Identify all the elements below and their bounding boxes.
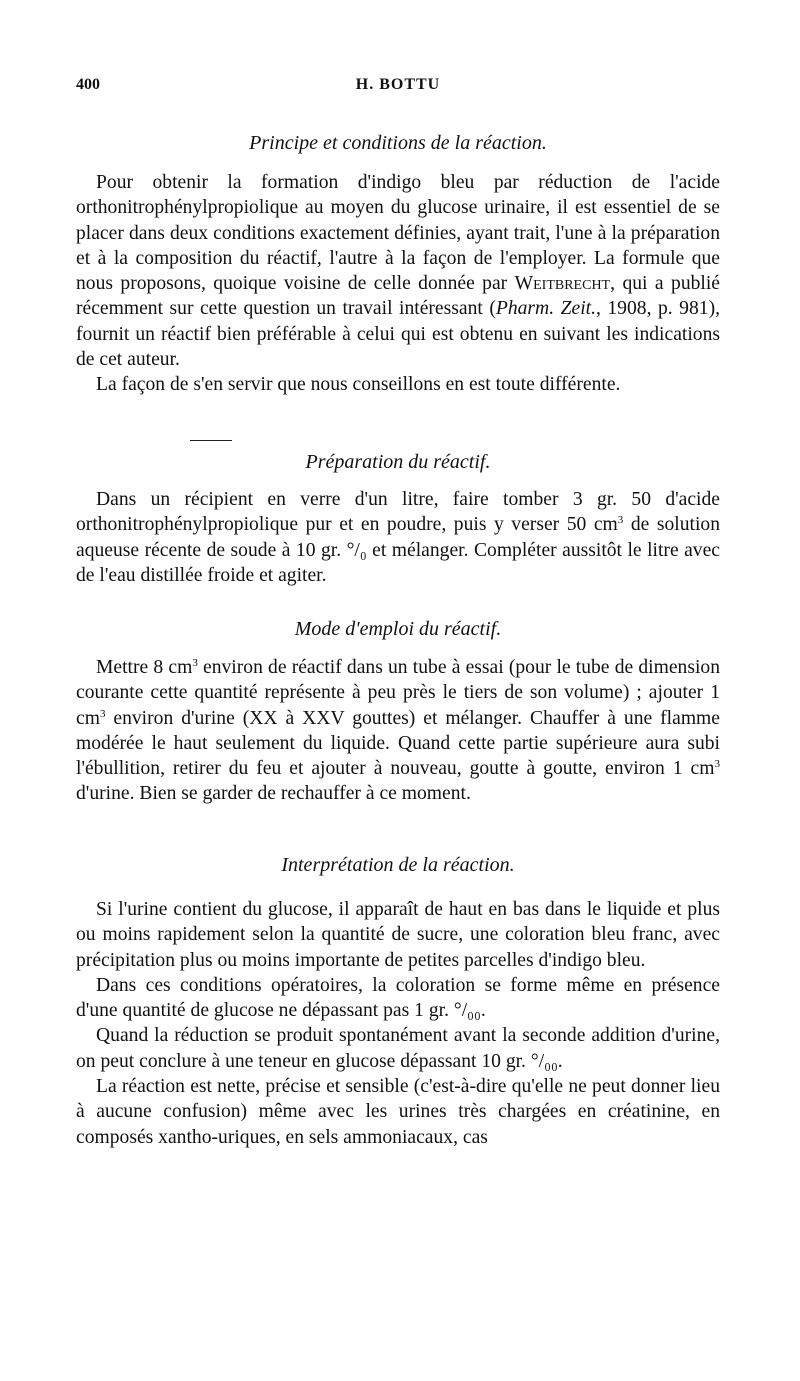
text-run: d'urine. Bien se garder de rechauffer à ce moment. bbox=[76, 783, 471, 805]
superscript: 3 bbox=[192, 657, 198, 669]
text-run: , 1908, p. 981), fournit un réactif bien préférable à celui qui est obtenu en suivant les indications de cet auteur. bbox=[76, 298, 720, 371]
paragraph: Quand la réduction se produit spontanément avant la seconde addition d'urine, on peut conclure à une teneur en glucose dépassant 10 gr. °/₀₀. bbox=[76, 1025, 720, 1072]
text-run: Pour obtenir la formation d'indigo bleu par réduction de l'acide orthonitrophénylpropiolique au moyen du glucose urinaire, il est essentiel de se placer dans deux conditions exactement définies, ayant trait, l'une à la préparation et à la composition du réactif, l'autre à la façon de l'employer. La formule que nous proposons, quoique voisine de celle donnée par bbox=[76, 172, 720, 295]
section-divider bbox=[190, 440, 232, 441]
paragraph: Si l'urine contient du glucose, il apparaît de haut en bas dans le liquide et plus ou moins rapidement selon la quantité de sucre, une coloration bleu franc, avec précipitation plus ou moins importante de petites parcelles d'indigo bleu. bbox=[76, 899, 720, 971]
text-run: de solution aqueuse récente de soude à 10 gr. °/₀ et mélanger. Compléter aussitôt le litre avec de l'eau distillée froide et agiter. bbox=[76, 514, 721, 586]
paragraph: Dans ces conditions opératoires, la coloration se forme même en présence d'une quantité de glucose ne dépassant pas 1 gr. °/₀₀. bbox=[76, 974, 720, 1022]
text-run: environ de réactif dans un tube à essai (pour le tube de dimension courante cette quantité représente à peu près le tiers de son volume) ; ajouter 1 cm bbox=[76, 657, 720, 729]
text-run: , qui a publié récemment sur cette question un travail intéressant ( bbox=[76, 273, 720, 320]
section-body-mode-emploi bbox=[76, 655, 720, 807]
section-body-interpretation bbox=[76, 897, 720, 1150]
superscript: 3 bbox=[99, 707, 106, 720]
page-number: 400 bbox=[76, 76, 100, 93]
section-body-principe bbox=[76, 170, 720, 398]
paragraph bbox=[76, 655, 720, 807]
author-name: Weitbrecht bbox=[514, 273, 611, 295]
section-heading-mode-emploi: Mode d'emploi du réactif. bbox=[294, 618, 502, 640]
text-run: Mettre 8 cm bbox=[96, 657, 193, 678]
paragraph: La façon de s'en servir que nous conseillons en est toute différente. bbox=[96, 374, 621, 396]
section-heading-preparation: Préparation du réactif. bbox=[305, 451, 491, 473]
paragraph: La réaction est nette, précise et sensible (c'est-à-dire qu'elle ne peut donner lieu à aucune confusion) même avec les urines très chargées en créatinine, en composés xantho-uriques, en sels ammoniacaux, cas bbox=[76, 1076, 720, 1148]
section-body-preparation bbox=[76, 487, 720, 588]
text-run: environ d'urine (XX à XXV gouttes) et mélanger. Chauffer à une flamme modérée le haut seulement du liquide. Quand cette partie supérieure aura subi l'ébullition, retirer du feu et ajouter à nouveau, goutte à goutte, environ 1 cm bbox=[76, 707, 720, 780]
paragraph bbox=[76, 170, 720, 372]
running-head bbox=[76, 76, 720, 100]
section-heading-interpretation: Interprétation de la réaction. bbox=[281, 854, 515, 876]
text-run: Dans un récipient en verre d'un litre, faire tomber 3 gr. 50 d'acide orthonitrophénylpropiolique pur et en poudre, puis y verser 50 cm bbox=[76, 489, 720, 536]
superscript: 3 bbox=[617, 514, 624, 527]
superscript: 3 bbox=[714, 758, 720, 771]
section-heading-principe: Principe et conditions de la réaction. bbox=[249, 132, 547, 154]
running-head-author: H. BOTTU bbox=[355, 76, 441, 93]
paragraph bbox=[76, 487, 720, 588]
journal-citation: Pharm. Zeit. bbox=[495, 298, 596, 320]
